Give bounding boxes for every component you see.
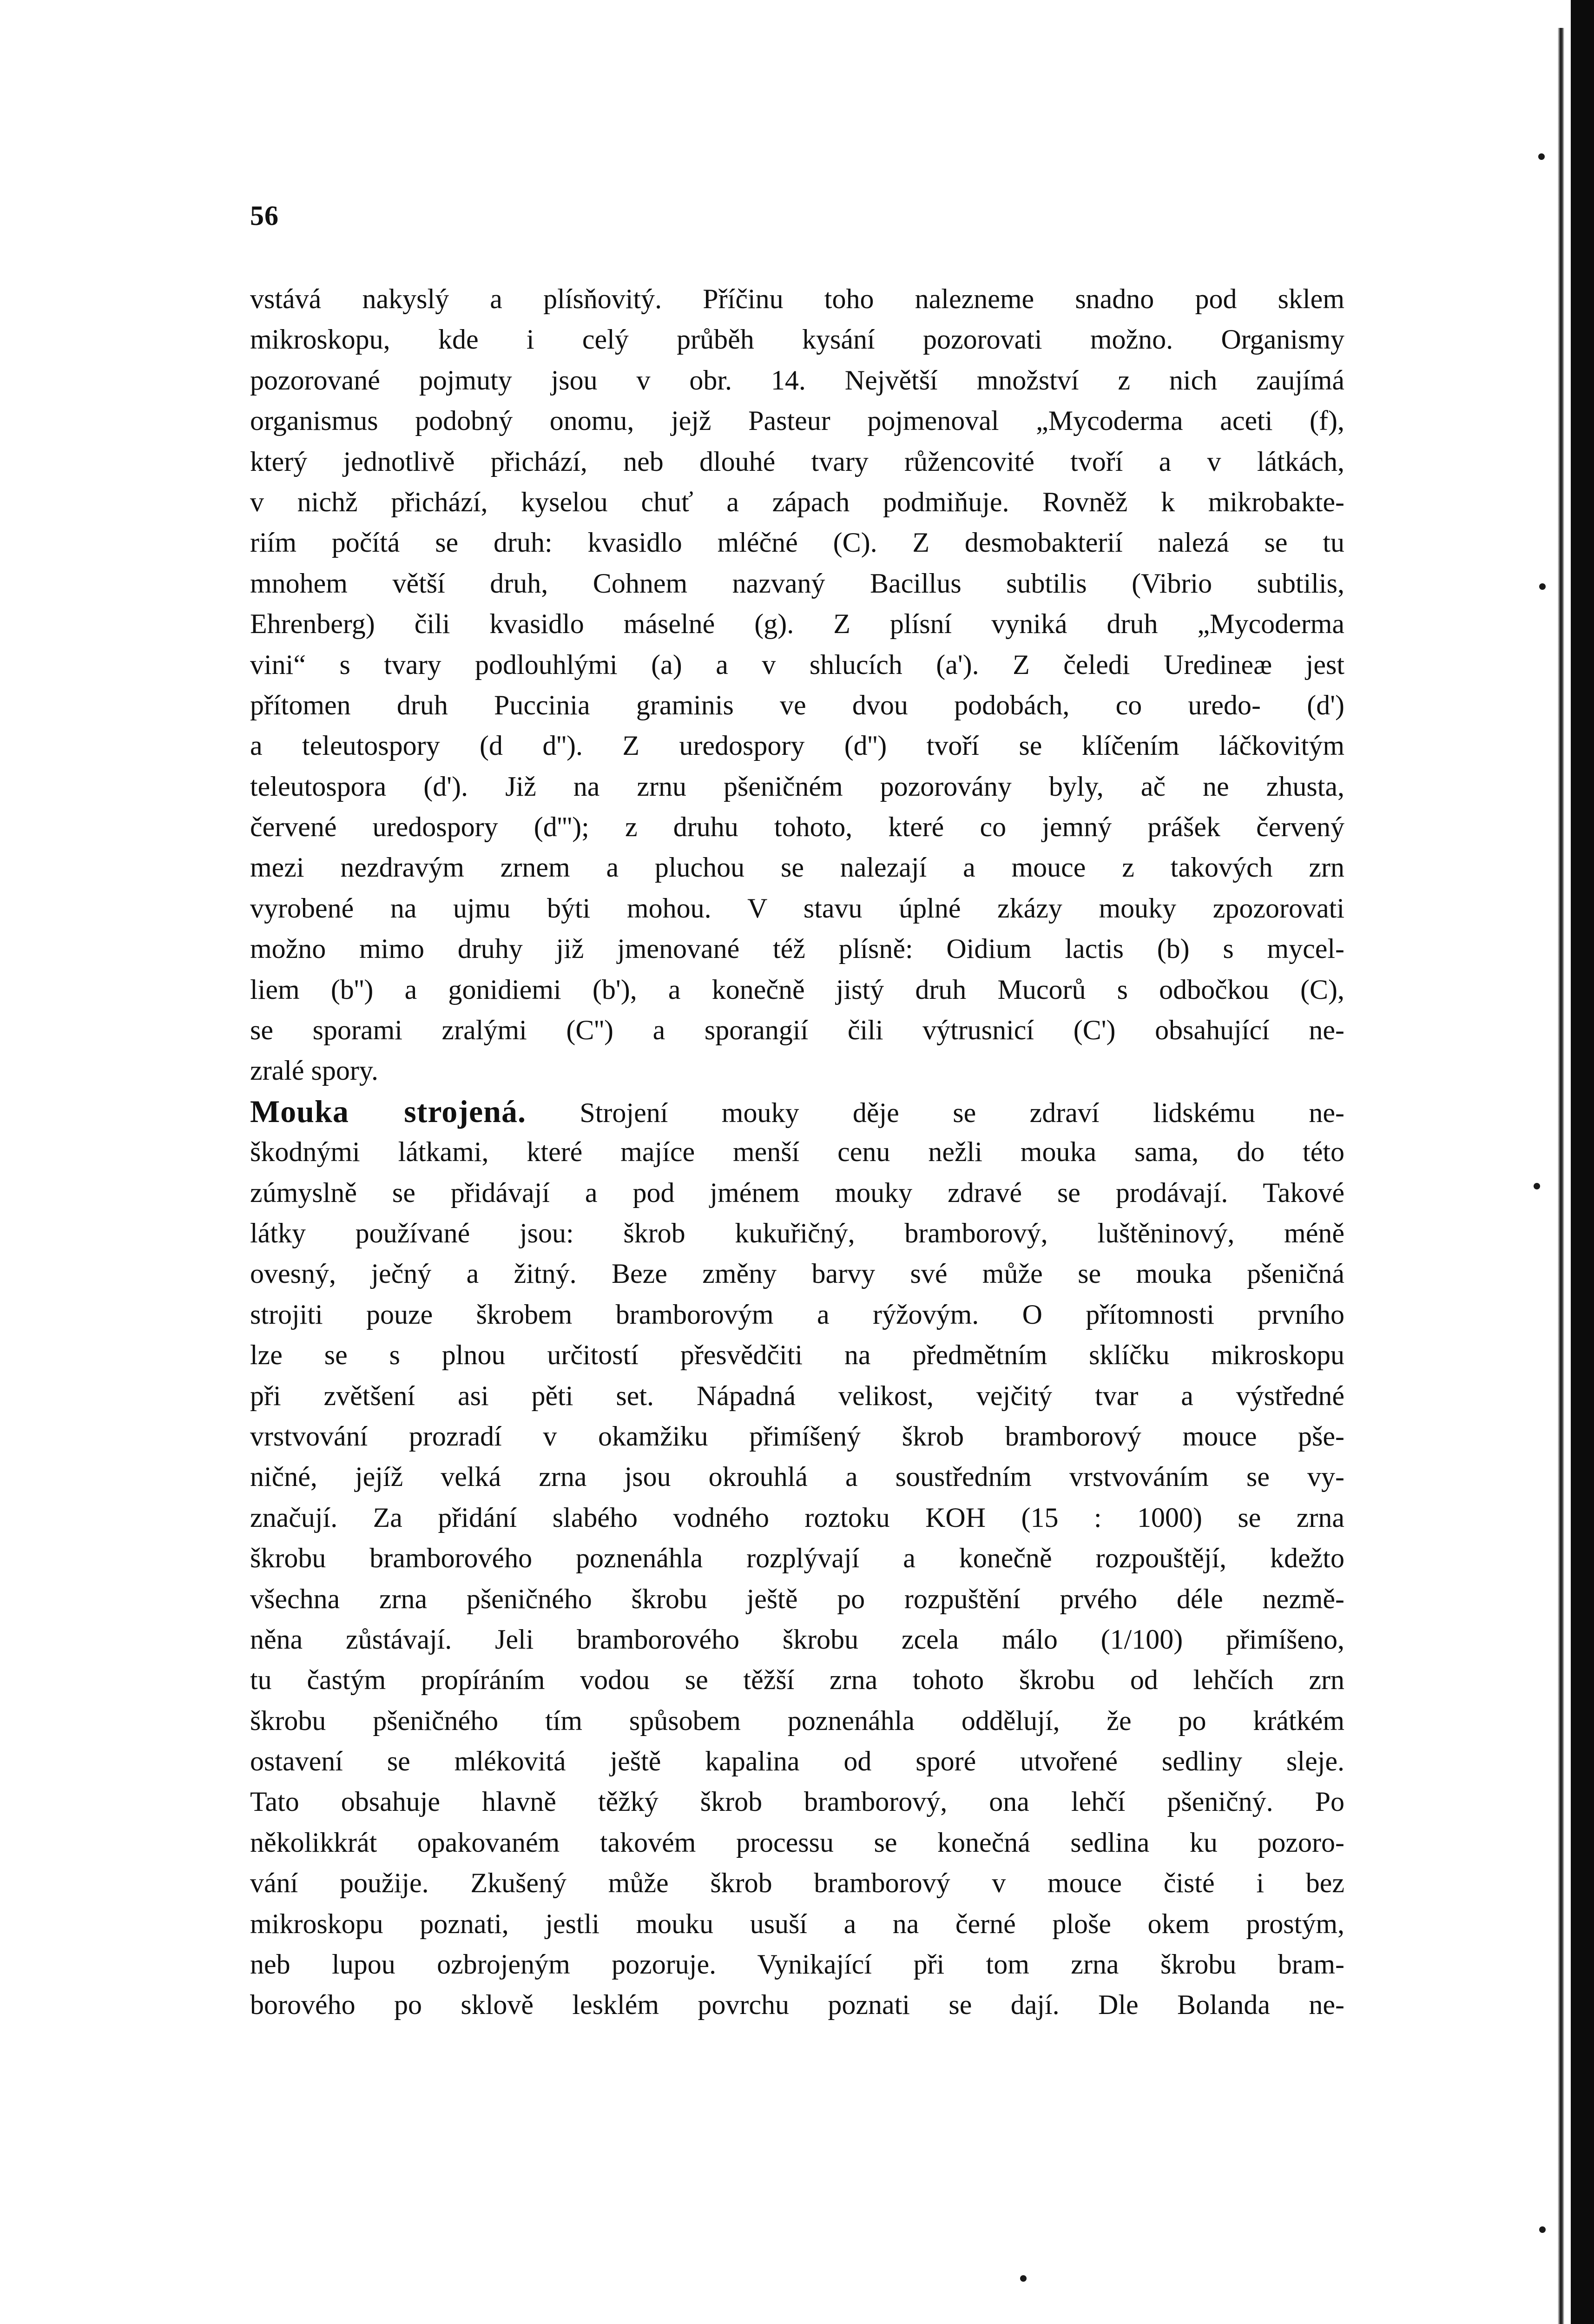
page-number: 56: [250, 200, 279, 231]
scan-speck: [1539, 583, 1546, 590]
text-line: červené uredospory (d'''); z druhu tohoto, které co jemný prášek červený: [250, 812, 1344, 843]
scan-edge: [1571, 0, 1594, 2324]
text-line: škrobu pšeničného tím spůsobem poznenáhla oddělují, že po krátkém: [250, 1705, 1344, 1736]
text-line: riím počítá se druh: kvasidlo mléčné (C). Z desmobakterií nalezá se tu: [250, 527, 1344, 558]
text-line: se sporami zralými (C'') a sporangií čili výtrusnicí (C') obsahující ne-: [250, 1015, 1344, 1046]
text-line: možno mimo druhy již jmenované též plísně: Oidium lactis (b) s mycel-: [250, 933, 1344, 964]
section-line: [250, 1091, 1344, 1132]
text-line: ovesný, ječný a žitný. Beze změny barvy své může se mouka pšeničná: [250, 1258, 1344, 1289]
scan-speck: [1538, 153, 1545, 160]
text-line: všechna zrna pšeničného škrobu ještě po rozpuštění prvého déle nezmě-: [250, 1583, 1344, 1614]
scan-speck: [1020, 2275, 1027, 2282]
text-line: zralé spory.: [250, 1055, 378, 1086]
text-line: který jednotlivě přichází, neb dlouhé tvary růžencovité tvoří a v látkách,: [250, 446, 1344, 477]
text-line: vání použije. Zkušený může škrob bramborový v mouce čisté i bez: [250, 1868, 1344, 1899]
text-line: při zvětšení asi pěti set. Nápadná velikost, vejčitý tvar a výstředné: [250, 1380, 1344, 1411]
section-heading: Mouka strojená.: [250, 1093, 526, 1129]
text-line: látky používané jsou: škrob kukuřičný, bramborový, luštěninový, méně: [250, 1217, 1344, 1248]
text-line: lze se s plnou určitostí přesvědčiti na předmětním sklíčku mikroskopu: [250, 1340, 1344, 1371]
text-line: mikroskopu poznati, jestli mouku usuší a na černé ploše okem prostým,: [250, 1908, 1344, 1939]
text-line: strojiti pouze škrobem bramborovým a rýžovým. O přítomnosti prvního: [250, 1299, 1344, 1330]
text-line: organismus podobný onomu, jejž Pasteur pojmenoval „Mycoderma aceti (f),: [250, 405, 1344, 436]
scan-speck: [1534, 1183, 1540, 1189]
text-line: mezi nezdravým zrnem a pluchou se nalezají a mouce z takových zrn: [250, 852, 1344, 883]
text-line: tu častým propíráním vodou se těžší zrna tohoto škrobu od lehčích zrn: [250, 1664, 1344, 1696]
text-line: liem (b'') a gonidiemi (b'), a konečně jistý druh Mucorů s odbočkou (C),: [250, 974, 1344, 1005]
text-line: škodnými látkami, které majíce menší cenu nežli mouka sama, do této: [250, 1136, 1344, 1168]
text-line: Tato obsahuje hlavně těžký škrob bramborový, ona lehčí pšeničný. Po: [250, 1786, 1344, 1817]
text-line: ničné, jejíž velká zrna jsou okrouhlá a soustředním vrstvováním se vy-: [250, 1461, 1344, 1492]
scan-speck: [1539, 2226, 1546, 2233]
text-line: ostavení se mlékovitá ještě kapalina od sporé utvořené sedliny sleje.: [250, 1746, 1344, 1777]
text-line: vstává nakyslý a plísňovitý. Příčinu toho nalezneme snadno pod sklem: [250, 284, 1344, 314]
text-line: zúmyslně se přidávají a pod jménem mouky zdravé se prodávají. Takové: [250, 1177, 1344, 1208]
text-line: borového po sklově lesklém povrchu poznati se dají. Dle Bolanda ne-: [250, 1989, 1344, 2020]
page-gutter-line: [1558, 28, 1564, 2324]
text-line: mikroskopu, kde i celý průběh kysání pozorovati možno. Organismy: [250, 324, 1344, 355]
text-line: pozorované pojmuty jsou v obr. 14. Největší množství z nich zaujímá: [250, 364, 1344, 396]
text-line: škrobu bramborového poznenáhla rozplývají a konečně rozpouštějí, kdežto: [250, 1543, 1344, 1574]
text-line: značují. Za přidání slabého vodného roztoku KOH (15 : 1000) se zrna: [250, 1502, 1344, 1533]
section-line-text: Strojení mouky děje se zdraví lidskému ne-: [580, 1097, 1344, 1128]
text-line: neb lupou ozbrojeným pozoruje. Vynikající při tom zrna škrobu bram-: [250, 1949, 1344, 1980]
text-line: mnohem větší druh, Cohnem nazvaný Bacillus subtilis (Vibrio subtilis,: [250, 568, 1344, 599]
text-line: teleutospora (d'). Již na zrnu pšeničném pozorovány byly, ač ne zhusta,: [250, 771, 1344, 802]
text-line: přítomen druh Puccinia graminis ve dvou podobách, co uredo- (d'): [250, 689, 1344, 720]
text-line: Ehrenberg) čili kvasidlo máselné (g). Z plísní vyniká druh „Mycoderma: [250, 608, 1344, 640]
text-line: vrstvování prozradí v okamžiku přimíšený škrob bramborový mouce pše-: [250, 1420, 1344, 1452]
text-line: něna zůstávají. Jeli bramborového škrobu zcela málo (1/100) přimíšeno,: [250, 1624, 1344, 1655]
text-line: a teleutospory (d d''). Z uredospory (d'') tvoří se klíčením láčkovitým: [250, 730, 1344, 761]
text-line: vini“ s tvary podlouhlými (a) a v shlucích (a'). Z čeledi Uredineæ jest: [250, 649, 1344, 680]
text-line: několikkrát opakovaném takovém processu se konečná sedlina ku pozoro-: [250, 1827, 1344, 1858]
body-text: [250, 279, 1344, 2026]
text-line: vyrobené na ujmu býti mohou. V stavu úplné zkázy mouky zpozorovati: [250, 892, 1344, 924]
text-line: v nichž přichází, kyselou chuť a zápach podmiňuje. Rovněž k mikrobakte-: [250, 486, 1344, 517]
